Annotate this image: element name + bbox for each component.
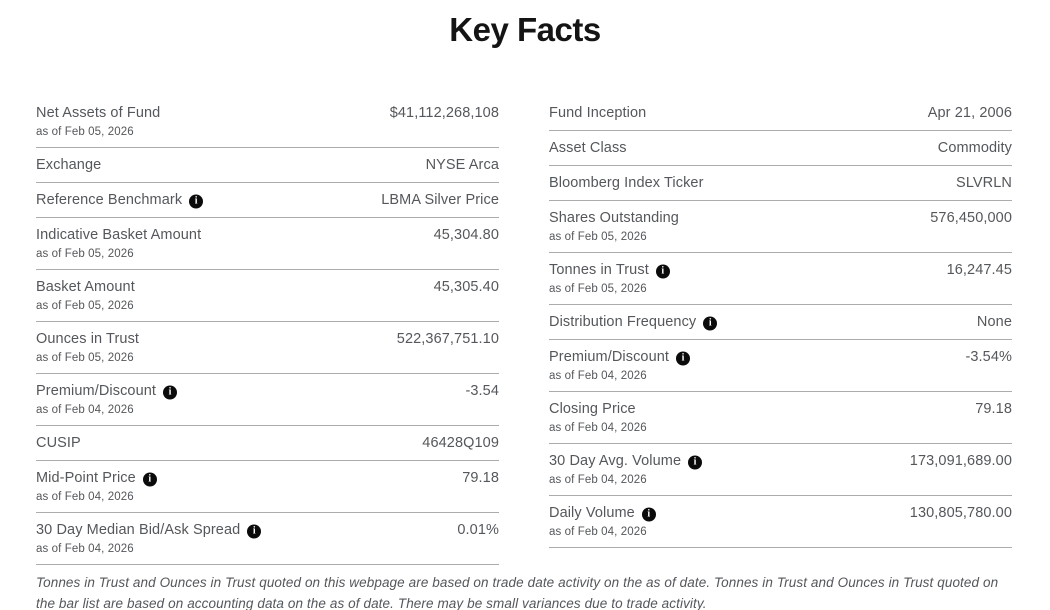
fact-value: None bbox=[976, 314, 1012, 330]
fact-value: Apr 21, 2006 bbox=[927, 105, 1012, 121]
fact-value: 522,367,751.10 bbox=[396, 331, 499, 347]
fact-label: 30 Day Median Bid/Ask Spread bbox=[36, 522, 241, 538]
fact-value: 79.18 bbox=[462, 470, 499, 486]
fact-label: Asset Class bbox=[549, 140, 627, 156]
info-icon[interactable]: i bbox=[247, 524, 261, 538]
fact-as-of-date: as of Feb 05, 2026 bbox=[36, 248, 134, 260]
info-icon[interactable]: i bbox=[688, 455, 702, 469]
fact-as-of-date: as of Feb 05, 2026 bbox=[549, 231, 647, 243]
fact-value: 45,305.40 bbox=[433, 279, 499, 295]
fact-row bbox=[36, 461, 499, 513]
fact-label-block bbox=[549, 174, 704, 193]
fact-as-of-date: as of Feb 04, 2026 bbox=[36, 404, 134, 416]
fact-as-of-date: as of Feb 05, 2026 bbox=[36, 126, 134, 138]
info-icon[interactable]: i bbox=[656, 264, 670, 278]
fact-label-block bbox=[36, 104, 160, 140]
page-title: Key Facts bbox=[449, 11, 601, 48]
fact-row bbox=[36, 374, 499, 426]
fact-label: Premium/Discount bbox=[36, 383, 157, 399]
fact-label-block bbox=[549, 400, 647, 436]
fact-row bbox=[549, 102, 1012, 131]
fact-label-block bbox=[549, 139, 627, 158]
fact-value: LBMA Silver Price bbox=[381, 192, 499, 208]
fact-label: 30 Day Avg. Volume bbox=[549, 453, 682, 469]
fact-row bbox=[36, 322, 499, 374]
info-icon[interactable]: i bbox=[163, 385, 177, 399]
fact-row bbox=[549, 340, 1012, 392]
fact-label-block bbox=[549, 504, 656, 540]
fact-row bbox=[549, 253, 1012, 305]
fact-label-block bbox=[549, 209, 679, 245]
fact-value: NYSE Arca bbox=[425, 157, 499, 173]
fact-label: Premium/Discount bbox=[549, 349, 670, 365]
fact-as-of-date: as of Feb 04, 2026 bbox=[36, 491, 134, 503]
info-icon[interactable]: i bbox=[642, 507, 656, 521]
fact-value: Commodity bbox=[937, 140, 1012, 156]
fact-label-block bbox=[36, 382, 177, 418]
fact-row bbox=[549, 305, 1012, 340]
fact-label: Exchange bbox=[36, 157, 102, 173]
fact-row bbox=[36, 183, 499, 218]
fact-label: CUSIP bbox=[36, 435, 81, 451]
fact-label: Net Assets of Fund bbox=[36, 105, 161, 121]
fact-label-block bbox=[36, 521, 261, 557]
fact-label: Closing Price bbox=[549, 401, 636, 417]
fact-label-block bbox=[36, 191, 203, 210]
fact-label-block bbox=[36, 226, 201, 262]
fact-label-block bbox=[549, 104, 646, 123]
fact-label: Fund Inception bbox=[549, 105, 647, 121]
fact-row bbox=[36, 218, 499, 270]
fact-row bbox=[36, 513, 499, 565]
fact-value: -3.54 bbox=[465, 383, 499, 399]
info-icon[interactable]: i bbox=[189, 194, 203, 208]
fact-value: 0.01% bbox=[457, 522, 499, 538]
info-icon[interactable]: i bbox=[703, 316, 717, 330]
fact-row bbox=[549, 166, 1012, 201]
fact-label: Distribution Frequency bbox=[549, 314, 697, 330]
fact-as-of-date: as of Feb 05, 2026 bbox=[549, 283, 647, 295]
fact-row bbox=[549, 392, 1012, 444]
fact-label: Reference Benchmark bbox=[36, 192, 183, 208]
fact-as-of-date: as of Feb 04, 2026 bbox=[36, 543, 134, 555]
fact-value: SLVRLN bbox=[956, 175, 1012, 191]
fact-as-of-date: as of Feb 04, 2026 bbox=[549, 370, 647, 382]
fact-label-block bbox=[36, 156, 101, 175]
fact-label: Shares Outstanding bbox=[549, 210, 679, 226]
fact-label-block bbox=[549, 348, 690, 384]
fact-value: 130,805,780.00 bbox=[909, 505, 1012, 521]
fact-label-block bbox=[36, 469, 157, 505]
fact-label: Ounces in Trust bbox=[36, 331, 140, 347]
fact-label-block bbox=[549, 313, 717, 332]
info-icon[interactable]: i bbox=[143, 472, 157, 486]
fact-label: Mid-Point Price bbox=[36, 470, 136, 486]
fact-row bbox=[36, 270, 499, 322]
fact-label: Bloomberg Index Ticker bbox=[549, 175, 704, 191]
info-icon[interactable]: i bbox=[676, 351, 690, 365]
fact-label-block bbox=[36, 330, 139, 366]
fact-row bbox=[549, 201, 1012, 253]
fact-row bbox=[549, 496, 1012, 548]
key-facts-grid bbox=[36, 102, 1012, 565]
fact-as-of-date: as of Feb 05, 2026 bbox=[36, 300, 134, 312]
fact-value: $41,112,268,108 bbox=[389, 105, 499, 121]
fact-label: Tonnes in Trust bbox=[549, 262, 649, 278]
fact-value: 46428Q109 bbox=[422, 435, 499, 451]
fact-value: 16,247.45 bbox=[946, 262, 1012, 278]
fact-label: Basket Amount bbox=[36, 279, 135, 295]
fact-label-block bbox=[549, 261, 670, 297]
fact-value: 79.18 bbox=[975, 401, 1012, 417]
fact-value: -3.54% bbox=[965, 349, 1012, 365]
fact-row bbox=[36, 102, 499, 148]
fact-label-block bbox=[36, 278, 135, 314]
fact-value: 45,304.80 bbox=[433, 227, 499, 243]
fact-as-of-date: as of Feb 04, 2026 bbox=[549, 422, 647, 434]
fact-label-block bbox=[36, 434, 81, 453]
fact-label: Indicative Basket Amount bbox=[36, 227, 202, 243]
fact-row bbox=[549, 131, 1012, 166]
fact-as-of-date: as of Feb 04, 2026 bbox=[549, 474, 647, 486]
facts-column-right bbox=[549, 102, 1012, 548]
fact-as-of-date: as of Feb 05, 2026 bbox=[36, 352, 134, 364]
facts-column-left bbox=[36, 102, 499, 565]
fact-value: 173,091,689.00 bbox=[909, 453, 1012, 469]
footnote: Tonnes in Trust and Ounces in Trust quoted on this webpage are based on trade date activity on the as of date. Tonnes in Trust and Ounces in Trust quoted on the bar list are based on accounting data on the as of date. There may be small variances due to trade activity. bbox=[36, 575, 999, 610]
fact-label: Daily Volume bbox=[549, 505, 635, 521]
fact-as-of-date: as of Feb 04, 2026 bbox=[549, 526, 647, 538]
fact-value: 576,450,000 bbox=[930, 210, 1012, 226]
fact-row bbox=[549, 444, 1012, 496]
fact-row bbox=[36, 148, 499, 183]
fact-row bbox=[36, 426, 499, 461]
fact-label-block bbox=[549, 452, 702, 488]
